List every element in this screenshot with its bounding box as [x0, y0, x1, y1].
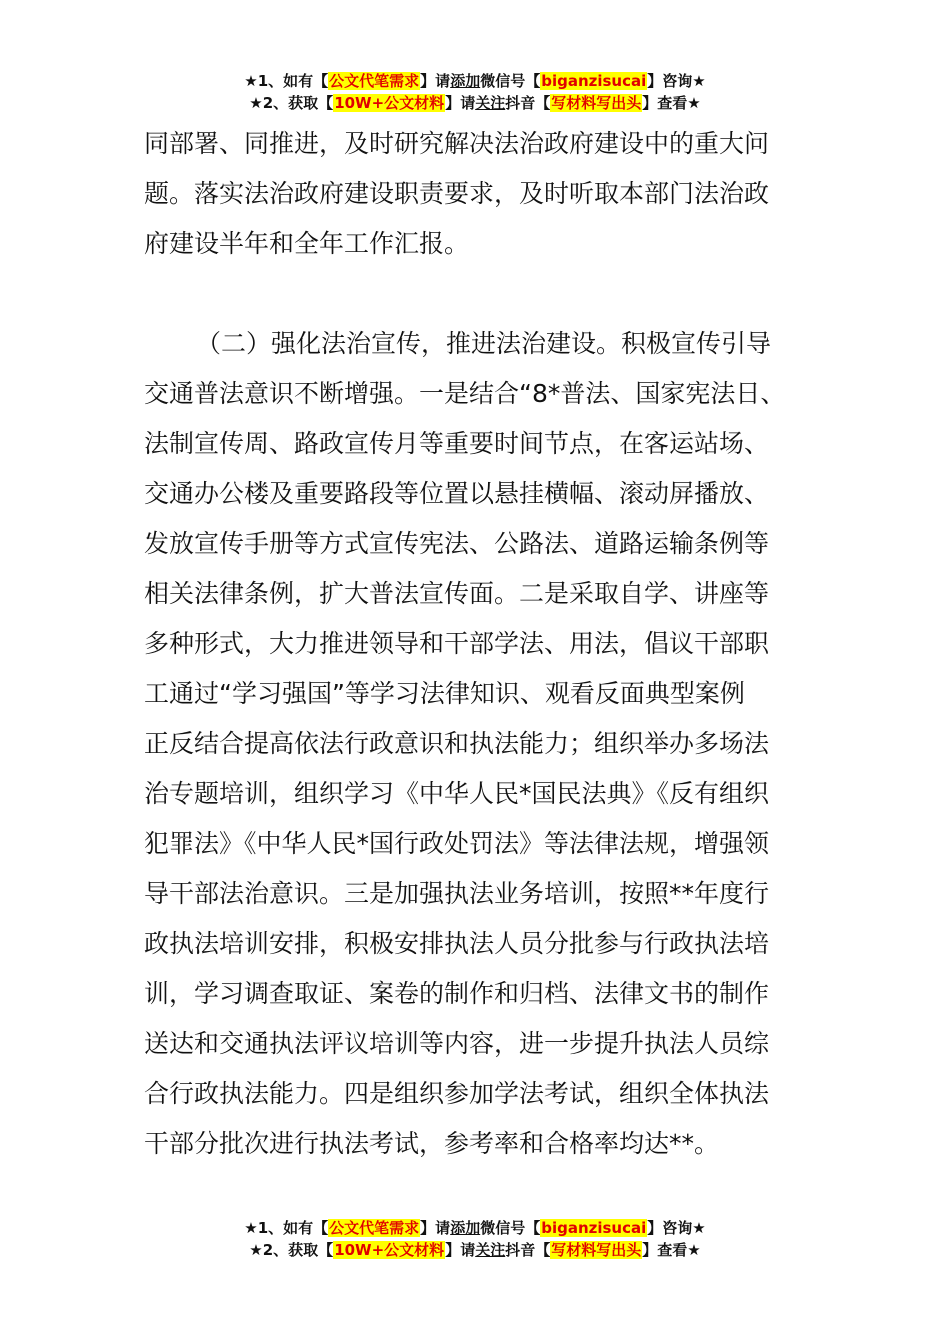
banner-text: 抖音【	[505, 1241, 551, 1259]
body-line: 干部分批次进行执法考试，参考率和合格率均达**。	[144, 1129, 720, 1158]
banner-highlight: 10W+公文材料	[334, 1241, 445, 1259]
body-line: 工通过“学习强国”等学习法律知识、观看反面典型案例	[144, 679, 745, 708]
body-line: 相关法律条例，扩大普法宣传面。二是采取自学、讲座等	[144, 579, 770, 608]
body-line: 府建设半年和全年工作汇报。	[144, 229, 470, 258]
body-line: 合行政执法能力。四是组织参加学法考试，组织全体执法	[144, 1079, 770, 1108]
banner-underline: 关注	[475, 1241, 506, 1259]
body-line: 发放宣传手册等方式宣传宪法、公路法、道路运输条例等	[144, 529, 770, 558]
body-line: 正反结合提高依法行政意识和执法能力；组织举办多场法	[144, 729, 770, 758]
body-line: 法制宣传周、路政宣传月等重要时间节点，在客运站场、	[144, 429, 770, 458]
banner-highlight: biganzisucai	[541, 1219, 647, 1237]
banner-text: 】请	[420, 1219, 451, 1237]
banner-text: 微信号【	[480, 1219, 541, 1237]
banner-text: 】查看★	[642, 94, 701, 112]
banner-text: ★2、获取【	[249, 1241, 334, 1259]
body-line: 训，学习调查取证、案卷的制作和归档、法律文书的制作	[144, 979, 770, 1008]
banner-text: ★1、如有【	[244, 72, 329, 90]
banner-text: 】请	[420, 72, 451, 90]
section-heading-line: （二）强化法治宣传，推进法治建设。积极宣传引导	[196, 329, 772, 358]
banner-underline: 添加	[450, 1219, 481, 1237]
body-line: 同部署、同推进，及时研究解决法治政府建设中的重大问	[144, 129, 770, 158]
banner-highlight: 写材料写出头	[551, 1241, 642, 1259]
banner-highlight: biganzisucai	[541, 72, 647, 90]
banner-highlight: 写材料写出头	[551, 94, 642, 112]
banner-text: 】请	[445, 94, 476, 112]
banner-text: ★2、获取【	[249, 94, 334, 112]
body-line: 政执法培训安排，积极安排执法人员分批参与行政执法培	[144, 929, 770, 958]
body-line: 交通普法意识不断增强。一是结合“8*普法、国家宪法日、	[144, 379, 786, 408]
header-banner	[0, 70, 950, 114]
footer-banner-line-1	[0, 1217, 950, 1239]
banner-underline: 关注	[475, 94, 506, 112]
banner-text: 微信号【	[480, 72, 541, 90]
body-line: 题。落实法治政府建设职责要求，及时听取本部门法治政	[144, 179, 770, 208]
banner-highlight: 公文代笔需求	[329, 72, 420, 90]
banner-underline: 添加	[450, 72, 481, 90]
header-banner-line-2	[0, 92, 950, 114]
banner-text: 抖音【	[505, 94, 551, 112]
body-line: 犯罪法》《中华人民*国行政处罚法》等法律法规，增强领	[144, 829, 770, 858]
footer-banner	[0, 1217, 950, 1261]
banner-highlight: 10W+公文材料	[334, 94, 445, 112]
body-line: 交通办公楼及重要路段等位置以悬挂横幅、滚动屏播放、	[144, 479, 770, 508]
body-line: 导干部法治意识。三是加强执法业务培训，按照**年度行	[144, 879, 770, 908]
banner-text: 】请	[445, 1241, 476, 1259]
banner-text: 】咨询★	[647, 1219, 706, 1237]
footer-banner-line-2	[0, 1239, 950, 1261]
header-banner-line-1	[0, 70, 950, 92]
banner-text: ★1、如有【	[244, 1219, 329, 1237]
banner-highlight: 公文代笔需求	[329, 1219, 420, 1237]
banner-text: 】咨询★	[647, 72, 706, 90]
body-line: 多种形式，大力推进领导和干部学法、用法，倡议干部职	[144, 629, 770, 658]
body-line: 送达和交通执法评议培训等内容，进一步提升执法人员综	[144, 1029, 770, 1058]
body-line: 治专题培训，组织学习《中华人民*国民法典》《反有组织	[144, 779, 770, 808]
banner-text: 】查看★	[642, 1241, 701, 1259]
